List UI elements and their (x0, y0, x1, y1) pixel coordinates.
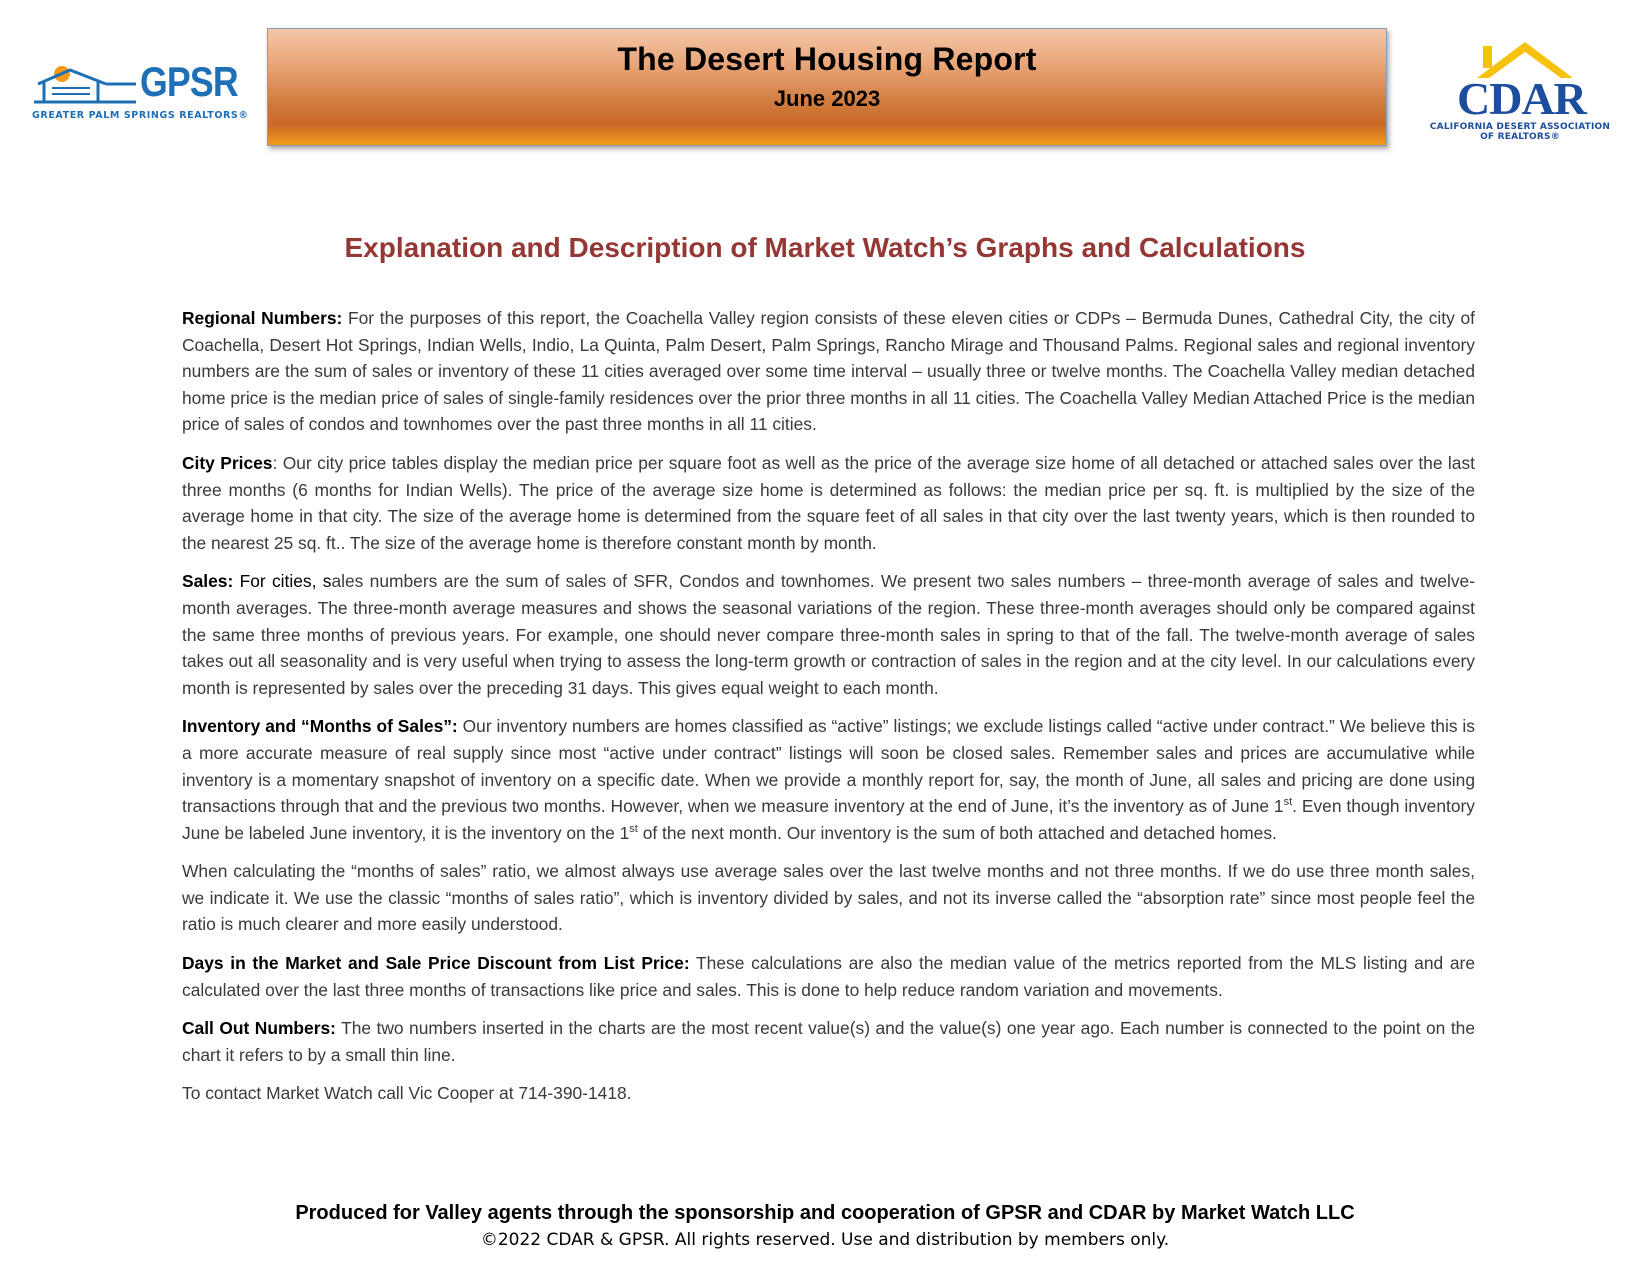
city-prices-label: City Prices (182, 452, 273, 473)
gpsr-wordmark: GPSR (140, 58, 238, 105)
header-banner (267, 28, 1387, 146)
paragraph-sales (182, 568, 1475, 701)
inventory-text-1: Our inventory numbers are homes classified as “active” listings; we exclude listings called “active under contract.” We believe this is a more accurate measure of real supply since most “active under contract” listings will soon be closed sales. Remember sales and prices are accumulative while inventory is a momentary snapshot of inventory on a specific date. When we provide a monthly report for, say, the month of June, all sales and pricing are done using transactions through that and the previous two months. However, when we measure inventory at the end of June, it’s the inventory as of June 1 (182, 716, 1475, 817)
paragraph-call-out (182, 1015, 1475, 1068)
footer-copyright: ©2022 CDAR & GPSR. All rights reserved. Use and distribution by members only. (480, 1230, 1170, 1250)
city-prices-text: : Our city price tables display the median price per square foot as well as the price of the average size home of all detached or attached sales over the last three months (6 months for Indian Wells). The price of the average size home is determined as follows: the median price per sq. ft. is multiplied by the size of the average home in that city. The size of the average home is determined from the square feet of all sales in that city over the last twenty years, which is then rounded to the nearest 25 sq. ft.. The size of the average home is therefore constant month by month. (182, 452, 1475, 553)
call-out-label: Call Out Numbers: (182, 1018, 336, 1039)
gpsr-tagline: GREATER PALM SPRINGS REALTORS® (32, 110, 249, 121)
paragraph-months-ratio: When calculating the “months of sales” ratio, we almost always use average sales over the last twelve months and not three months. If we do use three month sales, we indicate it. We use the classic “months of sales ratio”, which is inventory divided by sales, and not its inverse called the “absorption rate” since most people feel the ratio is much clearer and more easily understood. (182, 861, 1475, 935)
cdar-wordmark: CDAR (1457, 73, 1586, 124)
paragraph-contact: To contact Market Watch call Vic Cooper at 714-390-1418. (182, 1083, 632, 1104)
explanation-body (182, 305, 1475, 1119)
paragraph-days-market (182, 950, 1475, 1003)
inventory-sup-1: st (1283, 796, 1293, 809)
inventory-sup-2: st (629, 822, 638, 835)
report-date: June 2023 (773, 86, 881, 111)
report-title: The Desert Housing Report (617, 41, 1037, 77)
sales-label-cont: For cities, s (233, 571, 332, 592)
paragraph-inventory (182, 713, 1475, 846)
cdar-tagline (1425, 122, 1615, 142)
footer-sponsorship: Produced for Valley agents through the sponsorship and cooperation of GPSR and CDAR by Market Watch LLC (295, 1202, 1355, 1224)
sales-label: Sales: (182, 571, 234, 592)
cdar-logo (1425, 40, 1615, 145)
gpsr-logo (32, 58, 249, 122)
days-market-label: Days in the Market and Sale Price Discount from List Price: (182, 953, 690, 974)
gpsr-house-icon (32, 62, 142, 106)
regional-numbers-label: Regional Numbers: (182, 308, 343, 328)
call-out-text: The two numbers inserted in the charts are the most recent value(s) and the value(s) one year ago. Each number is connected to the point on the chart it refers to by a small thin line. (182, 1018, 1475, 1065)
inventory-text-3: of the next month. Our inventory is the sum of both attached and detached homes. (637, 822, 1277, 843)
paragraph-regional-numbers (182, 305, 1475, 438)
inventory-text-2: . Even though inventory June be labeled June inventory, it is the inventory on the 1 (182, 796, 1475, 843)
paragraph-city-prices (182, 450, 1475, 556)
regional-numbers-text: For the purposes of this report, the Coachella Valley region consists of these eleven cities or CDPs – Bermuda Dunes, Cathedral City, the city of Coachella, Desert Hot Springs, Indian Wells, Indio, La Quinta, Palm Desert, Palm Springs, Rancho Mirage and Thousand Palms. Regional sales and regional inventory numbers are the sum of sales or inventory of these 11 cities averaged over some time interval – usually three or twelve months. The Coachella Valley median detached home price is the median price of sales of single-family residences over the prior three months in all 11 cities. The Coachella Valley Median Attached Price is the median price of sales of condos and townhomes over the past three months in all 11 cities. (182, 308, 1475, 435)
inventory-label: Inventory and “Months of Sales”: (182, 716, 458, 737)
section-heading: Explanation and Description of Market Watch’s Graphs and Calculations (344, 232, 1306, 263)
days-market-text: These calculations are also the median value of the metrics reported from the MLS listing and are calculated over the last three months of transactions like price and sales. This is done to help reduce random variation and movements. (182, 953, 1475, 1000)
cdar-tagline-line2: OF REALTORS® (1480, 132, 1560, 142)
cdar-tagline-line1: CALIFORNIA DESERT ASSOCIATION (1429, 122, 1611, 132)
sales-text: ales numbers are the sum of sales of SFR, Condos and townhomes. We present two sales numbers – three-month average of sales and twelve-month averages. The three-month average measures and shows the seasonal variations of the region. These three-month averages should only be compared against the same three months of previous years. For example, one should never compare three-month sales in spring to that of the fall. The twelve-month average of sales takes out all seasonality and is very useful when trying to assess the long-term growth or contraction of sales in the region and at the city level. In our calculations every month is represented by sales over the preceding 31 days. This gives equal weight to each month. (182, 571, 1476, 698)
